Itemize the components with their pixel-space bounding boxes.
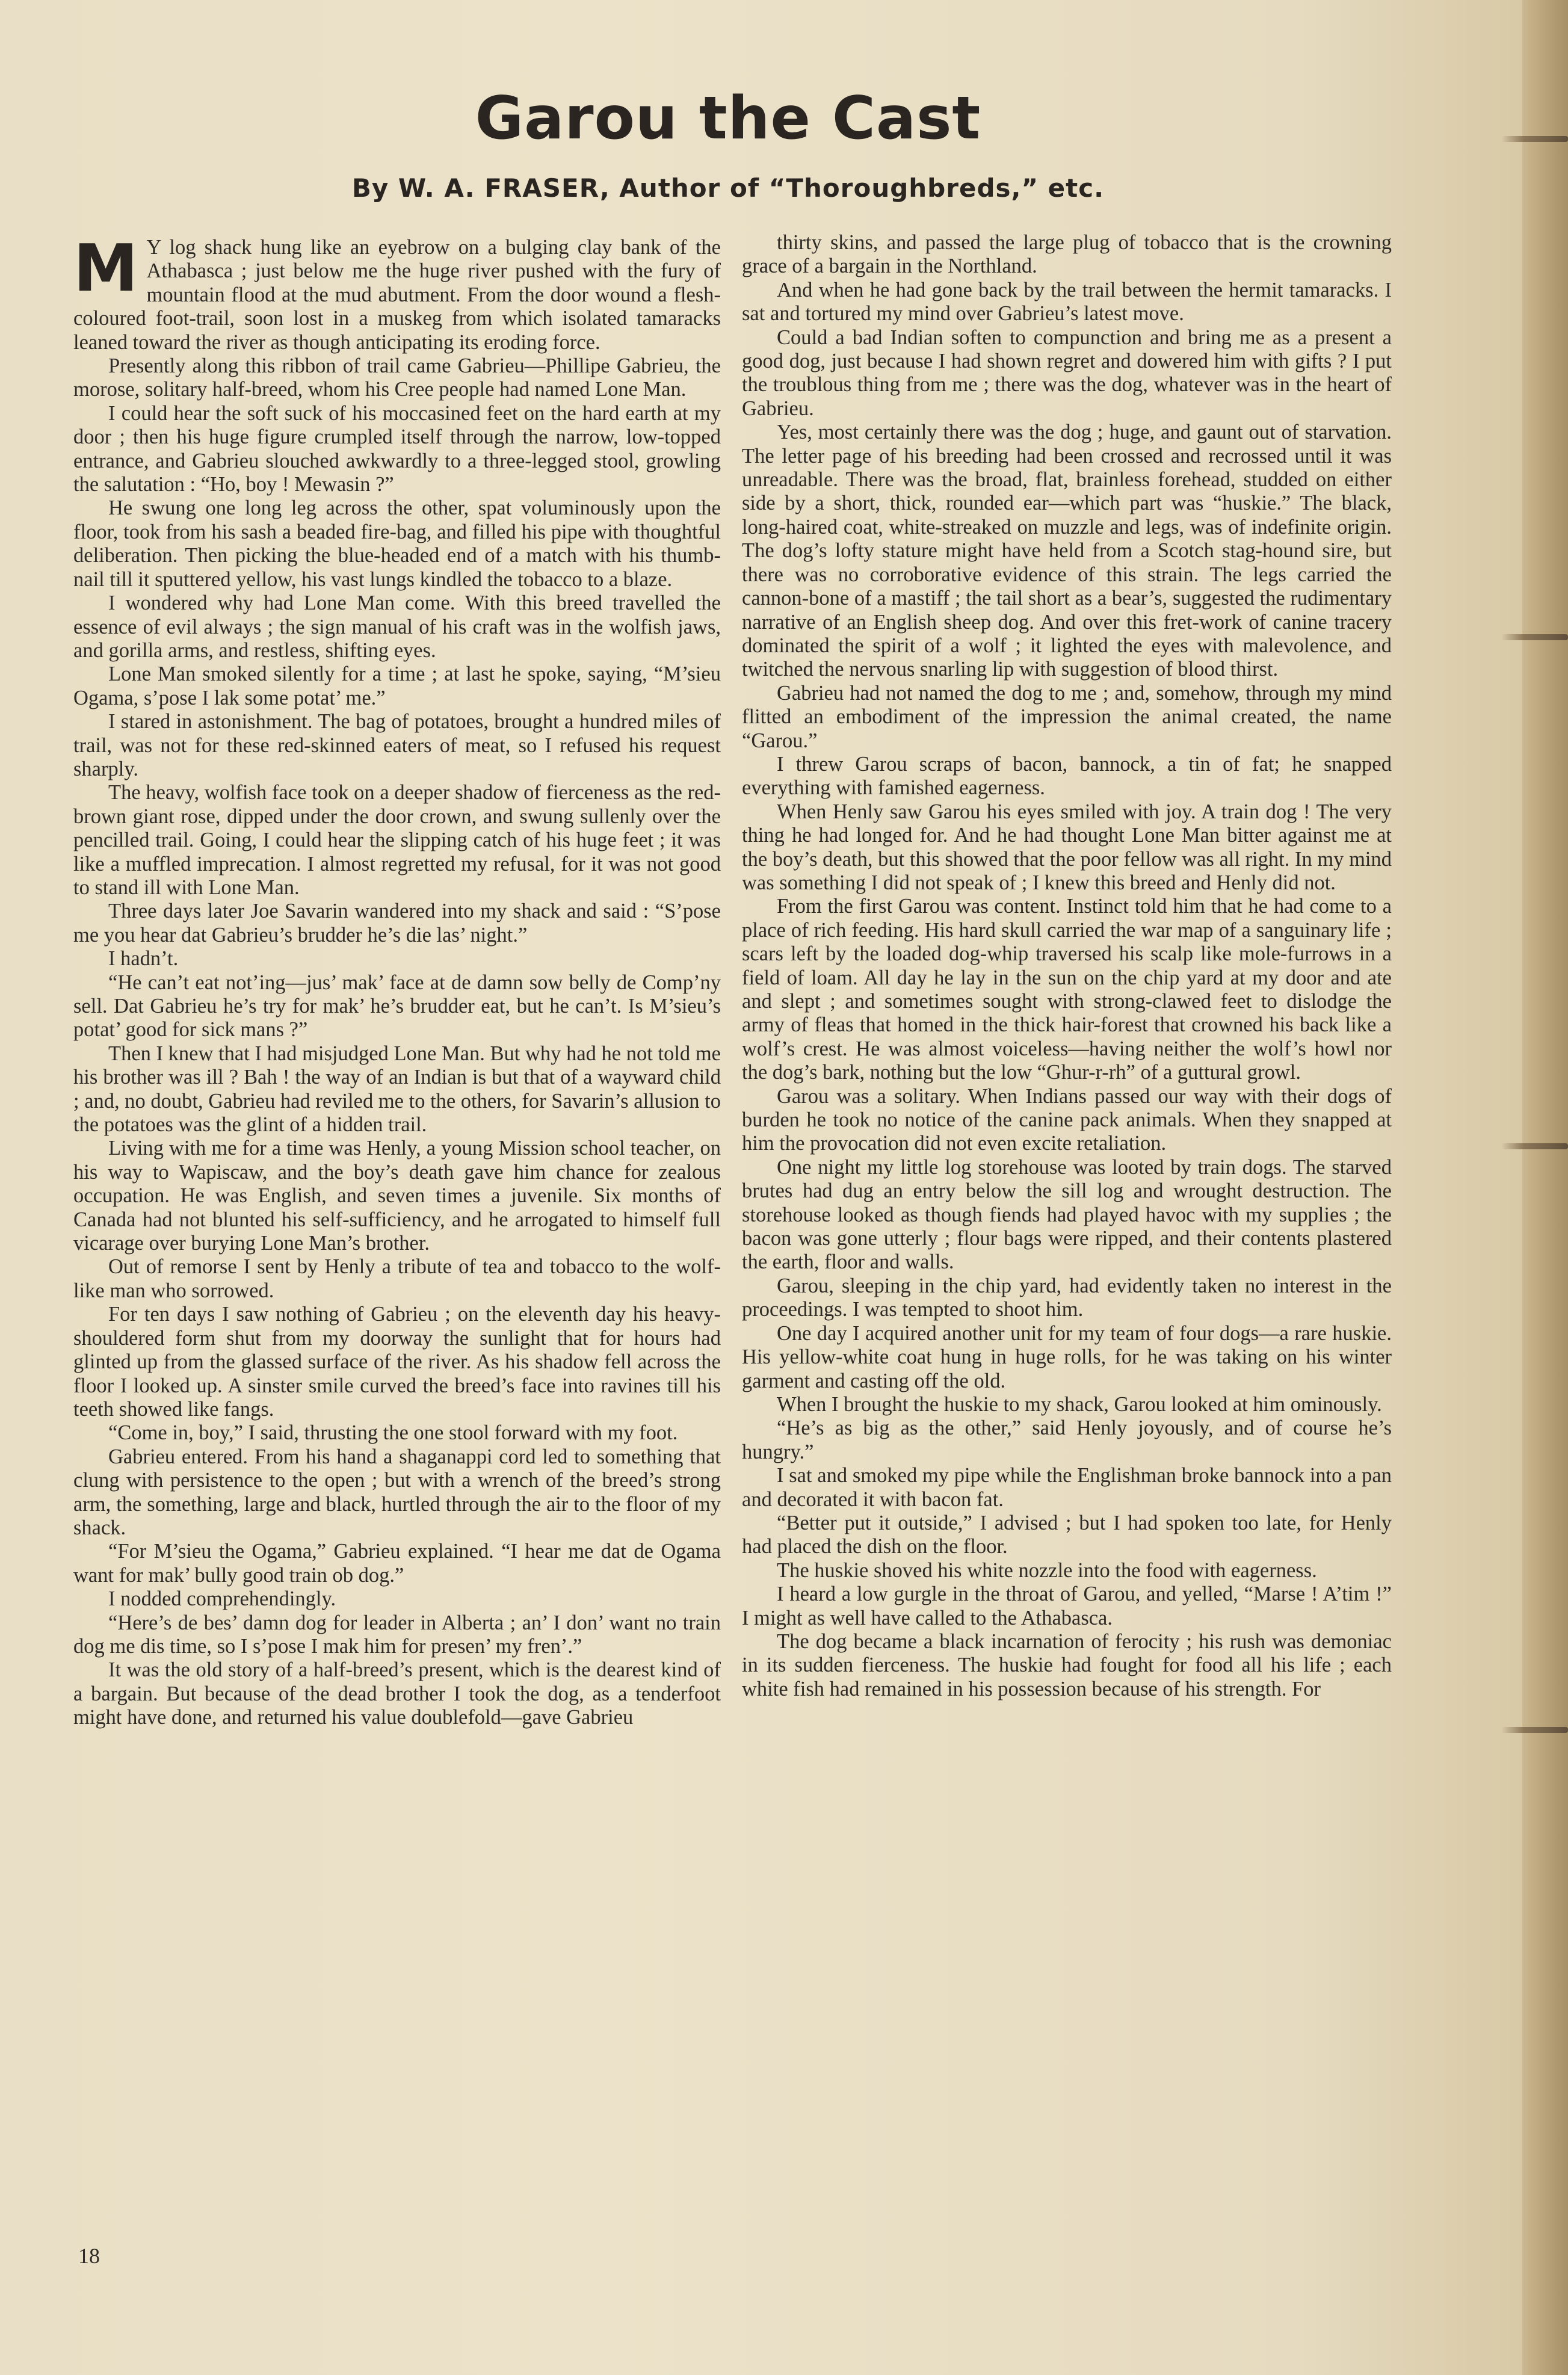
binding-stitch (1501, 1143, 1568, 1149)
paragraph: Out of remorse I sent by Henly a tribute of tea and tobacco to the wolf-like man who sorrowed. (73, 1255, 721, 1302)
paragraph: “Here’s de bes’ damn dog for leader in Alberta ; an’ I don’ want no train dog me dis time, so I s’pose I mak him for presen’ my fren’.” (73, 1611, 721, 1658)
text-column-left (73, 236, 721, 2204)
paragraph: Then I knew that I had misjudged Lone Man. But why had he not told me his brother was ill ? Bah ! the way of an Indian is but that of a wayward child ; and, no doubt, Gabrieu had reviled me to the others, for Savarin’s allusion to the potatoes was the glint of a hidden trail. (73, 1042, 721, 1137)
paragraph: When Henly saw Garou his eyes smiled with joy. A train dog ! The very thing he had longed for. And he had thought Lone Man bitter against me at the boy’s death, but this showed that the poor fellow was all right. In my mind was something I did not speak of ; I knew this breed and Henly did not. (742, 800, 1392, 894)
paragraph: “He’s as big as the other,” said Henly joyously, and of course he’s hungry.” (742, 1416, 1392, 1463)
paragraph: Yes, most certainly there was the dog ; huge, and gaunt out of starvation. The letter page of his breeding had been crossed and recrossed until it was unreadable. There was the broad, flat, brainless forehead, studded on either side by a short, thick, rounded ear—which part was “huskie.” The black, long-haired coat, white-streaked on muzzle and legs, was of indefinite origin. The dog’s lofty stature might have held from a Scotch stag-hound sire, but there was no corroborative evidence of this strain. The legs carried the cannon-bone of a mastiff ; the tail short as a bear’s, suggested the rudimentary narrative of an English sheep dog. And over this fret-work of canine tracery dominated the spirit of a wolf ; it lighted the eyes with malevolence, and twitched the nervous snarling lip with suggestion of blood thirst. (742, 421, 1392, 681)
paragraph: It was the old story of a half-breed’s present, which is the dearest kind of a bargain. But because of the dead brother I took the dog, as a tenderfoot might have done, and returned his value doublefold—gave Gabrieu (73, 1658, 721, 1729)
paragraph: One day I acquired another unit for my team of four dogs—a rare huskie. His yellow-white coat hung in huge rolls, for he was taking on his winter garment and casting off the old. (742, 1321, 1392, 1392)
paragraph: I hadn’t. (108, 947, 179, 971)
paragraph: “He can’t eat not’ing—jus’ mak’ face at de damn sow belly de Comp’ny sell. Dat Gabrieu he’s try for mak’ he’s brudder eat, but he can’t. Is M’sieu’s potat’ good for sick mans ?” (73, 971, 721, 1042)
paragraph: thirty skins, and passed the large plug of tobacco that is the crowning grace of a bargain in the Northland. (742, 231, 1392, 278)
binding-stitch (1501, 136, 1568, 142)
paragraph: I nodded comprehendingly. (108, 1587, 336, 1611)
paragraph: I heard a low gurgle in the throat of Garou, and yelled, “Marse ! A’tim !” I might as well have called to the Athabasca. (742, 1583, 1392, 1629)
paragraph: Y log shack hung like an eyebrow on a bulging clay bank of the Athabasca ; just below me the huge river pushed with the fury of mountain flood at the mud abutment. From the door wound a flesh-coloured foot-trail, soon lost in a muskeg from which isolated tamaracks leaned toward the river as though anticipating its eroding force. (73, 236, 721, 354)
paragraph: He swung one long leg across the other, spat voluminously upon the floor, took from his sash a beaded fire-bag, and filled his pipe with thoughtful deliberation. Then picking the blue-headed end of a match with his thumb-nail till it sputtered yellow, his vast lungs kindled the tobacco to a blaze. (73, 496, 721, 591)
paragraph: For ten days I saw nothing of Gabrieu ; on the eleventh day his heavy-shouldered form shut from my doorway the sunlight that for hours had glinted up from the glassed surface of the river. As his shadow fell across the floor I looked up. A sinster smile curved the breed’s face into ravines till his teeth showed like fangs. (73, 1303, 721, 1421)
article-byline: By W. A. FRASER, Author of “Thoroughbreds,” etc. (351, 173, 1105, 203)
paragraph: When I brought the huskie to my shack, Garou looked at him ominously. (777, 1392, 1382, 1416)
paragraph: I wondered why had Lone Man come. With this breed travelled the essence of evil always ; the sign manual of his craft was in the wolfish jaws, and gorilla arms, and restless, shifting eyes. (73, 591, 721, 662)
paragraph: Could a bad Indian soften to compunction and bring me as a present a good dog, just because I had shown regret and dowered him with gifts ? I put the troublous thing from me ; there was the dog, whatever was in the heart of Gabrieu. (742, 326, 1392, 420)
article-title: Garou the Cast (475, 84, 981, 153)
paragraph: Gabrieu entered. From his hand a shaganappi cord led to something that clung with persistence to the open ; but with a wrench of the breed’s strong arm, the something, large and black, hurtled through the air to the floor of my shack. (73, 1445, 721, 1539)
paragraph: Gabrieu had not named the dog to me ; and, somehow, through my mind flitted an embodiment of the impression the animal created, the name “Garou.” (742, 681, 1392, 752)
paragraph: I threw Garou scraps of bacon, bannock, a tin of fat; he snapped everything with famished eagerness. (742, 752, 1392, 800)
paragraph: “For M’sieu the Ogama,” Gabrieu explained. “I hear me dat de Ogama want for mak’ bully good train ob dog.” (73, 1540, 721, 1587)
drop-cap: M (73, 236, 138, 306)
paragraph: “Come in, boy,” I said, thrusting the one stool forward with my foot. (108, 1421, 678, 1445)
text-column-right (742, 231, 1392, 2199)
paragraph: One night my little log storehouse was looted by train dogs. The starved brutes had dug an entry below the sill log and wrought destruction. The storehouse looked as though fiends had played havoc with my supplies ; the bacon was gone utterly ; flour bags were ripped, and their contents plastered the earth, floor and walls. (742, 1155, 1392, 1274)
binding-stitch (1501, 634, 1568, 640)
paragraph: And when he had gone back by the trail between the hermit tamaracks. I sat and tortured my mind over Gabrieu’s latest move. (742, 278, 1392, 326)
paragraph: “Better put it outside,” I advised ; but I had spoken too late, for Henly had placed the dish on the floor. (742, 1511, 1392, 1558)
paragraph: Living with me for a time was Henly, a young Mission school teacher, on his way to Wapiscaw, and the boy’s death gave him chance for zealous occupation. He was English, and seven times a juvenile. Six months of Canada had not blunted his self-sufficiency, and he arrogated to himself full vicarage over burying Lone Man’s brother. (73, 1137, 721, 1255)
page-binding-edge (1522, 0, 1568, 2375)
page-number: 18 (78, 2244, 100, 2268)
paragraph: From the first Garou was content. Instinct told him that he had come to a place of rich feeding. His hard skull carried the war map of a sanguinary life ; scars left by the loaded dog-whip traversed his scalp like mole-furrows in a field of loam. All day he lay in the sun on the chip yard at my door and ate and slept ; and sometimes sought with strong-clawed feet to dislodge the army of fleas that homed in the thick hair-forest that crowned his back like a wolf’s crest. He was almost voiceless—having neither the wolf’s howl nor the dog’s bark, nothing but the low “Ghur-r-rh” of a guttural growl. (742, 895, 1392, 1084)
binding-stitch (1501, 1727, 1568, 1733)
paragraph: I sat and smoked my pipe while the Englishman broke bannock into a pan and decorated it with bacon fat. (742, 1464, 1392, 1511)
paragraph: Lone Man smoked silently for a time ; at last he spoke, saying, “M’sieu Ogama, s’pose I lak some potat’ me.” (73, 662, 721, 709)
paragraph: The heavy, wolfish face took on a deeper shadow of fierceness as the red-brown giant rose, dipped under the door crown, and swung sullenly over the pencilled trail. Going, I could hear the slipping catch of his huge feet ; it was like a muffled imprecation. I almost regretted my refusal, for it was not good to stand ill with Lone Man. (73, 781, 721, 899)
paragraph: Presently along this ribbon of trail came Gabrieu—Phillipe Gabrieu, the morose, solitary half-breed, whom his Cree people had named Lone Man. (73, 354, 721, 401)
paragraph: I could hear the soft suck of his moccasined feet on the hard earth at my door ; then his huge figure crumpled itself through the narrow, low-topped entrance, and Gabrieu slouched awkwardly to a three-legged stool, growling the salutation : “Ho, boy ! Mewasin ?” (73, 401, 721, 496)
paragraph: I stared in astonishment. The bag of potatoes, brought a hundred miles of trail, was not for these red-skinned eaters of meat, so I refused his request sharply. (73, 710, 721, 780)
paragraph: Garou was a solitary. When Indians passed our way with their dogs of burden he took no notice of the canine pack animals. When they snapped at him the provocation did not even excite retaliation. (742, 1084, 1392, 1155)
paragraph: The huskie shoved his white nozzle into the food with eagerness. (777, 1558, 1317, 1582)
paragraph: Three days later Joe Savarin wandered into my shack and said : “S’pose me you hear dat Gabrieu’s brudder he’s die las’ night.” (73, 900, 721, 947)
paragraph: The dog became a black incarnation of ferocity ; his rush was demoniac in its sudden fierceness. The huskie had fought for food all his life ; each white fish had remained in his possession because of his strength. For (742, 1629, 1392, 1700)
paragraph: Garou, sleeping in the chip yard, had evidently taken no interest in the proceedings. I was tempted to shoot him. (742, 1274, 1392, 1321)
